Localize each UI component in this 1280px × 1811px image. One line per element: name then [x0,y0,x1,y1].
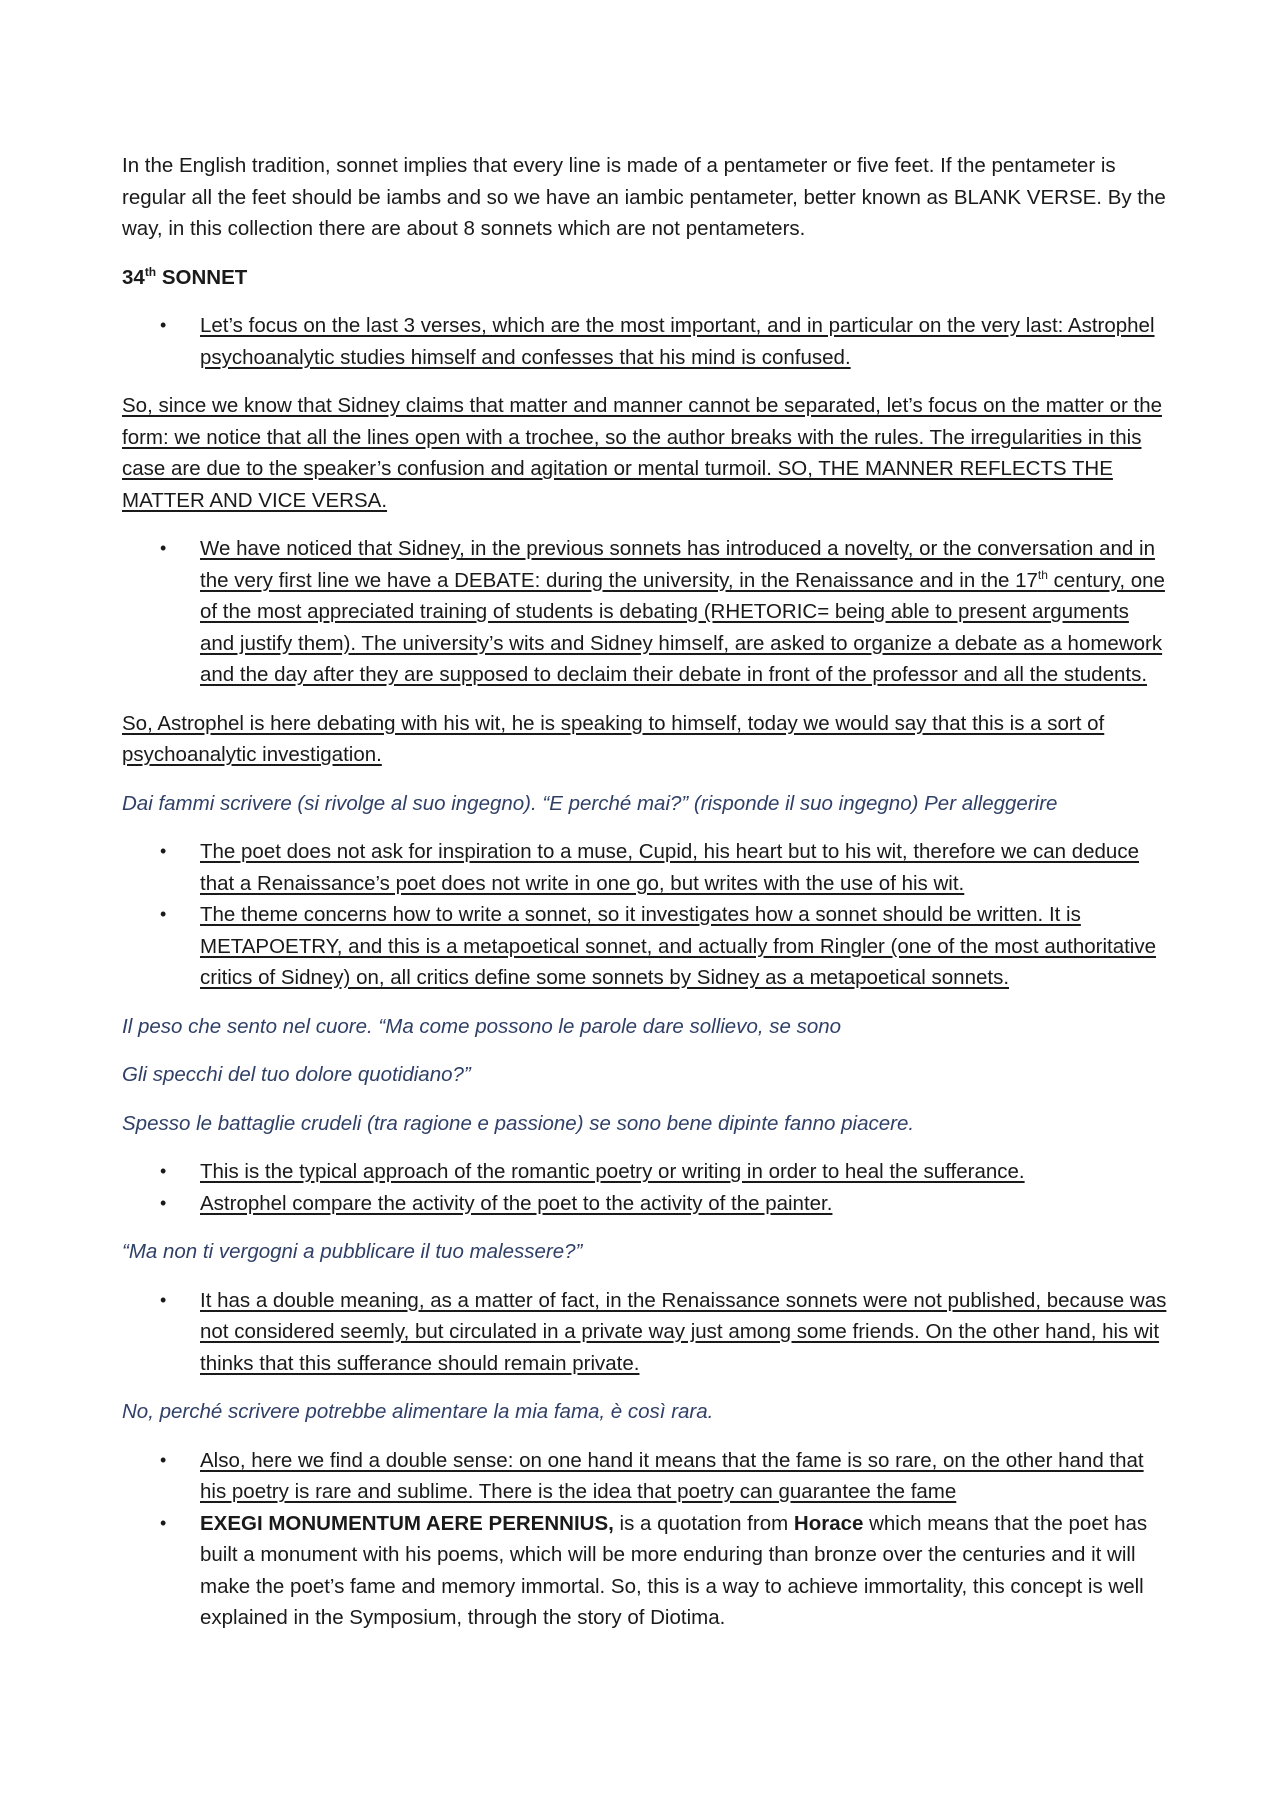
heading-word: SONNET [161,265,248,289]
list-item-text: The poet does not ask for inspiration to a muse, Cupid, his heart but to his wit, therefore we can deduce that a Renaissance’s poet does not write in one go, but writes with the use of his wit. [200,840,1139,895]
matter-manner-paragraph: So, since we know that Sidney claims that matter and manner cannot be separated, let’s focus on the matter or the form: we notice that all the lines open with a trochee, so the author breaks with the rules. The irregularities in this case are due to the speaker’s confusion and agitation or mental turmoil. SO, THE MANNER REFLECTS THE MATTER AND VICE VERSA. [122,394,1162,512]
author-name: Horace [793,1511,864,1535]
section-heading [122,262,1167,294]
italian-verse-1: Dai fammi scrivere (si rivolge al suo ingegno). “E perché mai?” (risponde il suo ingegno) Per alleggerire [122,791,1058,815]
bullet-icon: • [160,1449,167,1470]
list-item [122,1445,1167,1508]
bullet-icon: • [160,1289,167,1310]
century-ordinal: th [1037,567,1048,582]
bullet-list-6 [122,1445,1167,1634]
bullet-icon: • [160,1192,167,1213]
bullet-icon: • [160,315,167,335]
list-item [122,1156,1167,1188]
bullet-list-3 [122,836,1167,994]
bullet-icon: • [160,538,167,558]
list-item-text [200,1512,1147,1630]
list-item-text: Let’s focus on the last 3 verses, which are the most important, and in particular on the very last: Astrophel psychoanalytic studies himself and confesses that his mind is confused. [200,314,1155,369]
debate-text-part-a: We have noticed that Sidney, in the previous sonnets has introduced a novelty, or the conversation and in the very first line we have a DEBATE: during the university, in the Renaissance and in the 17 [200,537,1155,592]
italian-verse-3: Gli specchi del tuo dolore quotidiano?” [122,1063,471,1086]
bullet-icon: • [160,841,167,861]
document-page [122,150,1167,1651]
italian-verse-4: Spesso le battaglie crudeli (tra ragione e passione) se sono bene dipinte fanno piacere. [122,1111,915,1135]
bullet-icon: • [160,1512,167,1533]
list-item-text: Astrophel compare the activity of the poet to the activity of the painter. [200,1191,833,1215]
italian-verse-5: “Ma non ti vergogni a pubblicare il tuo malessere?” [122,1240,583,1263]
list-item [122,1508,1167,1634]
list-item [122,533,1167,691]
italian-verse-6: No, perché scrivere potrebbe alimentare la mia fama, è così rara. [122,1400,714,1423]
bullet-list-1 [122,310,1167,373]
list-item-text [200,537,1165,686]
bullet-list-5 [122,1285,1167,1380]
bullet-list-4 [122,1156,1167,1219]
list-item-text: Also, here we find a double sense: on one hand it means that the fame is so rare, on the other hand that his poetry is rare and sublime. There is the idea that poetry can guarantee the fame [200,1448,1144,1503]
list-item [122,1188,1167,1220]
italian-verse-2: Il peso che sento nel cuore. “Ma come possono le parole dare sollievo, se sono [122,1014,842,1038]
quotation-text-1: is a quotation from [613,1511,794,1535]
list-item-text: This is the typical approach of the romantic poetry or writing in order to heal the sufferance. [200,1160,1025,1183]
latin-quotation: EXEGI MONUMENTUM AERE PERENNIUS, [200,1511,614,1535]
debate-text-part-b: century, one of the most appreciated training of students is debating (RHETORIC= being able to present arguments and justify them). The university’s wits and Sidney himself, are asked to organize a debate as a homework and the day after they are supposed to declaim their debate in front of the professor and all the students. [200,568,1165,686]
bullet-icon: • [160,1161,167,1181]
list-item [122,1285,1167,1380]
bullet-icon: • [160,904,167,924]
list-item-text: It has a double meaning, as a matter of fact, in the Renaissance sonnets were not published, because was not considered seemly, but circulated in a private way just among some friends. On the other hand, his wit thinks that this sufferance should remain private. [200,1288,1167,1375]
debating-paragraph: So, Astrophel is here debating with his wit, he is speaking to himself, today we would say that this is a sort of psychoanalytic investigation. [122,711,1105,766]
quotation-text-2: which means that the poet has built a monument with his poems, which will be more enduring than bronze over the centuries and it will make the poet’s fame and memory immortal. So, this is a way to achieve immortality, this concept is well explained in the Symposium, through the story of Diotima. [200,1511,1148,1629]
heading-number: 34 [122,265,145,289]
list-item-text: The theme concerns how to write a sonnet, so it investigates how a sonnet should be written. It is METAPOETRY, and this is a metapoetical sonnet, and actually from Ringler (one of the most authoritative critics of Sidney) on, all critics define some sonnets by Sidney as a metapoetical sonnets. [200,903,1157,989]
intro-paragraph: In the English tradition, sonnet implies that every line is made of a pentameter or five feet. If the pentameter is regular all the feet should be iambs and so we have an iambic pentameter, better known as BLANK VERSE. By the way, in this collection there are about 8 sonnets which are not pentameters. [122,154,1166,240]
bullet-list-2 [122,533,1167,691]
list-item [122,899,1167,994]
list-item [122,836,1167,899]
heading-ordinal: th [144,264,157,279]
list-item [122,310,1167,373]
